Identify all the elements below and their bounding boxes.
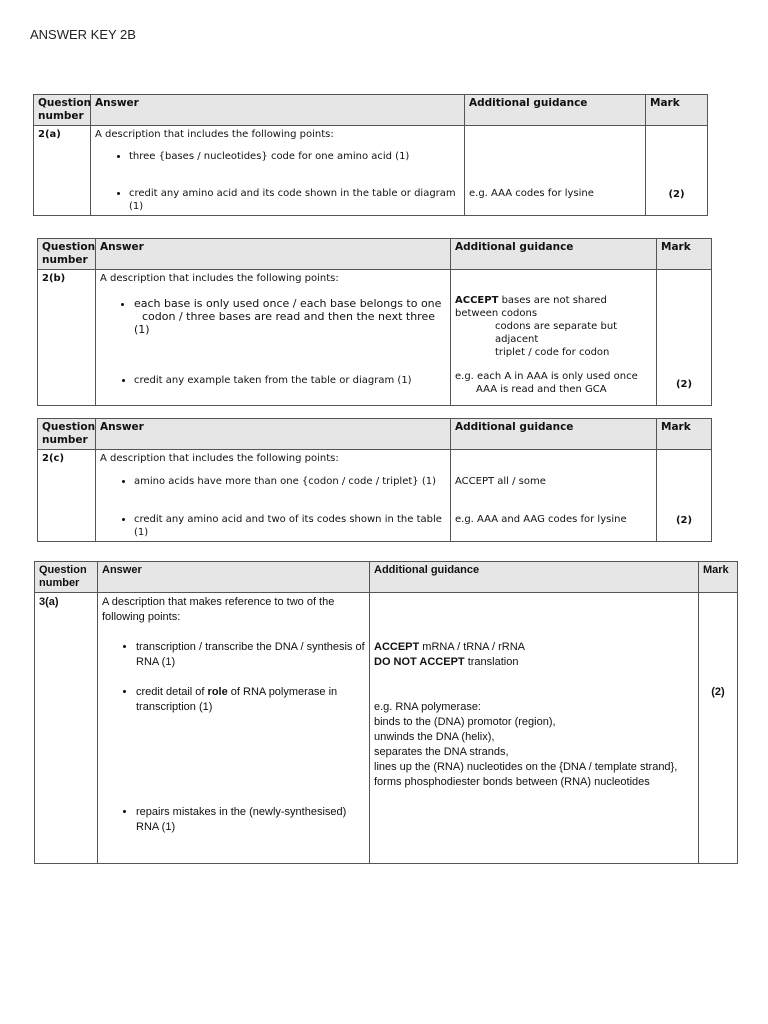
accept-label: ACCEPT — [374, 641, 420, 653]
answer-cell — [96, 270, 451, 406]
guidance-text: ACCEPT all / some — [455, 476, 546, 487]
header-guidance: Additional guidance — [451, 239, 657, 270]
guidance-line: e.g. RNA polymerase: — [374, 701, 481, 713]
answer-point: • credit any amino acid and two of its codes shown in the table (1) — [134, 513, 446, 539]
table-q3a — [34, 561, 738, 864]
not-accept-label: DO NOT ACCEPT — [374, 656, 465, 668]
answer-intro: A description that includes the following points: — [100, 273, 339, 284]
answer-point-line: codon / three bases are read and then the next three (1) — [134, 310, 435, 336]
accept-label: ACCEPT — [455, 295, 499, 306]
header-answer: Answer — [96, 419, 451, 450]
header-mark: Mark — [646, 95, 708, 126]
table-q2a — [33, 94, 708, 216]
table-q2b — [37, 238, 712, 406]
header-answer: Answer — [98, 562, 370, 593]
mark-cell — [657, 450, 712, 542]
answer-intro: A description that includes the following points: — [95, 129, 334, 140]
header-question-number: Question number — [35, 562, 98, 593]
answer-point-line: each base is only used once / each base belongs to one — [134, 297, 442, 310]
mark-cell — [657, 270, 712, 406]
guidance-text: e.g. AAA and AAG codes for lysine — [455, 514, 627, 525]
guidance-text: e.g. each A in AAA is only used once — [455, 371, 638, 382]
answer-point: • credit any amino acid and its code shown in the table or diagram (1) — [129, 187, 460, 213]
guidance-text: codons are separate but adjacent — [495, 321, 618, 345]
question-number: 2(b) — [38, 270, 96, 406]
guidance-text: translation — [464, 656, 519, 668]
answer-cell — [91, 126, 465, 216]
header-mark: Mark — [699, 562, 738, 593]
mark-cell — [646, 126, 708, 216]
header-question-number: Question number — [34, 95, 91, 126]
mark-value: (2) — [675, 379, 693, 390]
guidance-text: mRNA / tRNA / rRNA — [419, 641, 525, 653]
question-number: 2(c) — [38, 450, 96, 542]
guidance-example — [374, 700, 694, 790]
guidance-line: unwinds the DNA (helix), — [374, 731, 495, 743]
mark-cell — [699, 593, 738, 864]
guidance-cell — [370, 593, 699, 864]
page-title: ANSWER KEY 2B — [30, 27, 136, 42]
guidance-line: forms phosphodiester bonds between (RNA) nucleotides — [374, 776, 650, 788]
mark-value: (2) — [668, 189, 685, 200]
answer-point-text: of RNA polymerase in transcription (1) — [136, 686, 338, 713]
header-guidance: Additional guidance — [451, 419, 657, 450]
answer-point — [134, 297, 446, 336]
guidance-accept — [455, 294, 652, 320]
answer-point-bold: role — [207, 686, 228, 698]
table-q2c — [37, 418, 712, 542]
guidance-text: e.g. AAA codes for lysine — [469, 188, 594, 199]
answer-cell — [98, 593, 370, 864]
header-question-number: Question number — [38, 239, 96, 270]
header-answer: Answer — [96, 239, 451, 270]
guidance-text: bases are not shared between codons — [455, 295, 607, 319]
header-mark: Mark — [657, 419, 712, 450]
answer-point — [136, 685, 365, 715]
answer-cell — [96, 450, 451, 542]
mark-value: (2) — [675, 515, 693, 526]
mark-value: (2) — [711, 686, 725, 698]
guidance-line: binds to the (DNA) promotor (region), — [374, 716, 556, 728]
question-number: 3(a) — [35, 593, 98, 864]
guidance-cell — [451, 270, 657, 406]
guidance-not-accept — [374, 655, 694, 670]
header-guidance: Additional guidance — [370, 562, 699, 593]
answer-intro: A description that includes the following points: — [100, 453, 339, 464]
guidance-text: triplet / code for codon — [495, 347, 610, 358]
header-mark: Mark — [657, 239, 712, 270]
answer-intro: A description that makes reference to two of the following points: — [102, 596, 335, 623]
guidance-accept — [374, 640, 694, 655]
answer-point: • repairs mistakes in the (newly-synthesised) RNA (1) — [136, 805, 365, 835]
answer-point: • three {bases / nucleotides} code for one amino acid (1) — [129, 150, 460, 163]
header-answer: Answer — [91, 95, 465, 126]
answer-point: • transcription / transcribe the DNA / synthesis of RNA (1) — [136, 640, 365, 670]
guidance-line: separates the DNA strands, — [374, 746, 509, 758]
guidance-cell — [451, 450, 657, 542]
guidance-cell — [465, 126, 646, 216]
answer-point: • amino acids have more than one {codon / code / triplet} (1) — [134, 475, 446, 488]
answer-point: • credit any example taken from the table or diagram (1) — [134, 374, 446, 387]
question-number: 2(a) — [34, 126, 91, 216]
header-guidance: Additional guidance — [465, 95, 646, 126]
answer-point-text: credit detail of — [136, 686, 208, 698]
header-question-number: Question number — [38, 419, 96, 450]
guidance-text: AAA is read and then GCA — [476, 384, 607, 395]
guidance-line: lines up the (RNA) nucleotides on the {DNA / template strand}, — [374, 761, 678, 773]
